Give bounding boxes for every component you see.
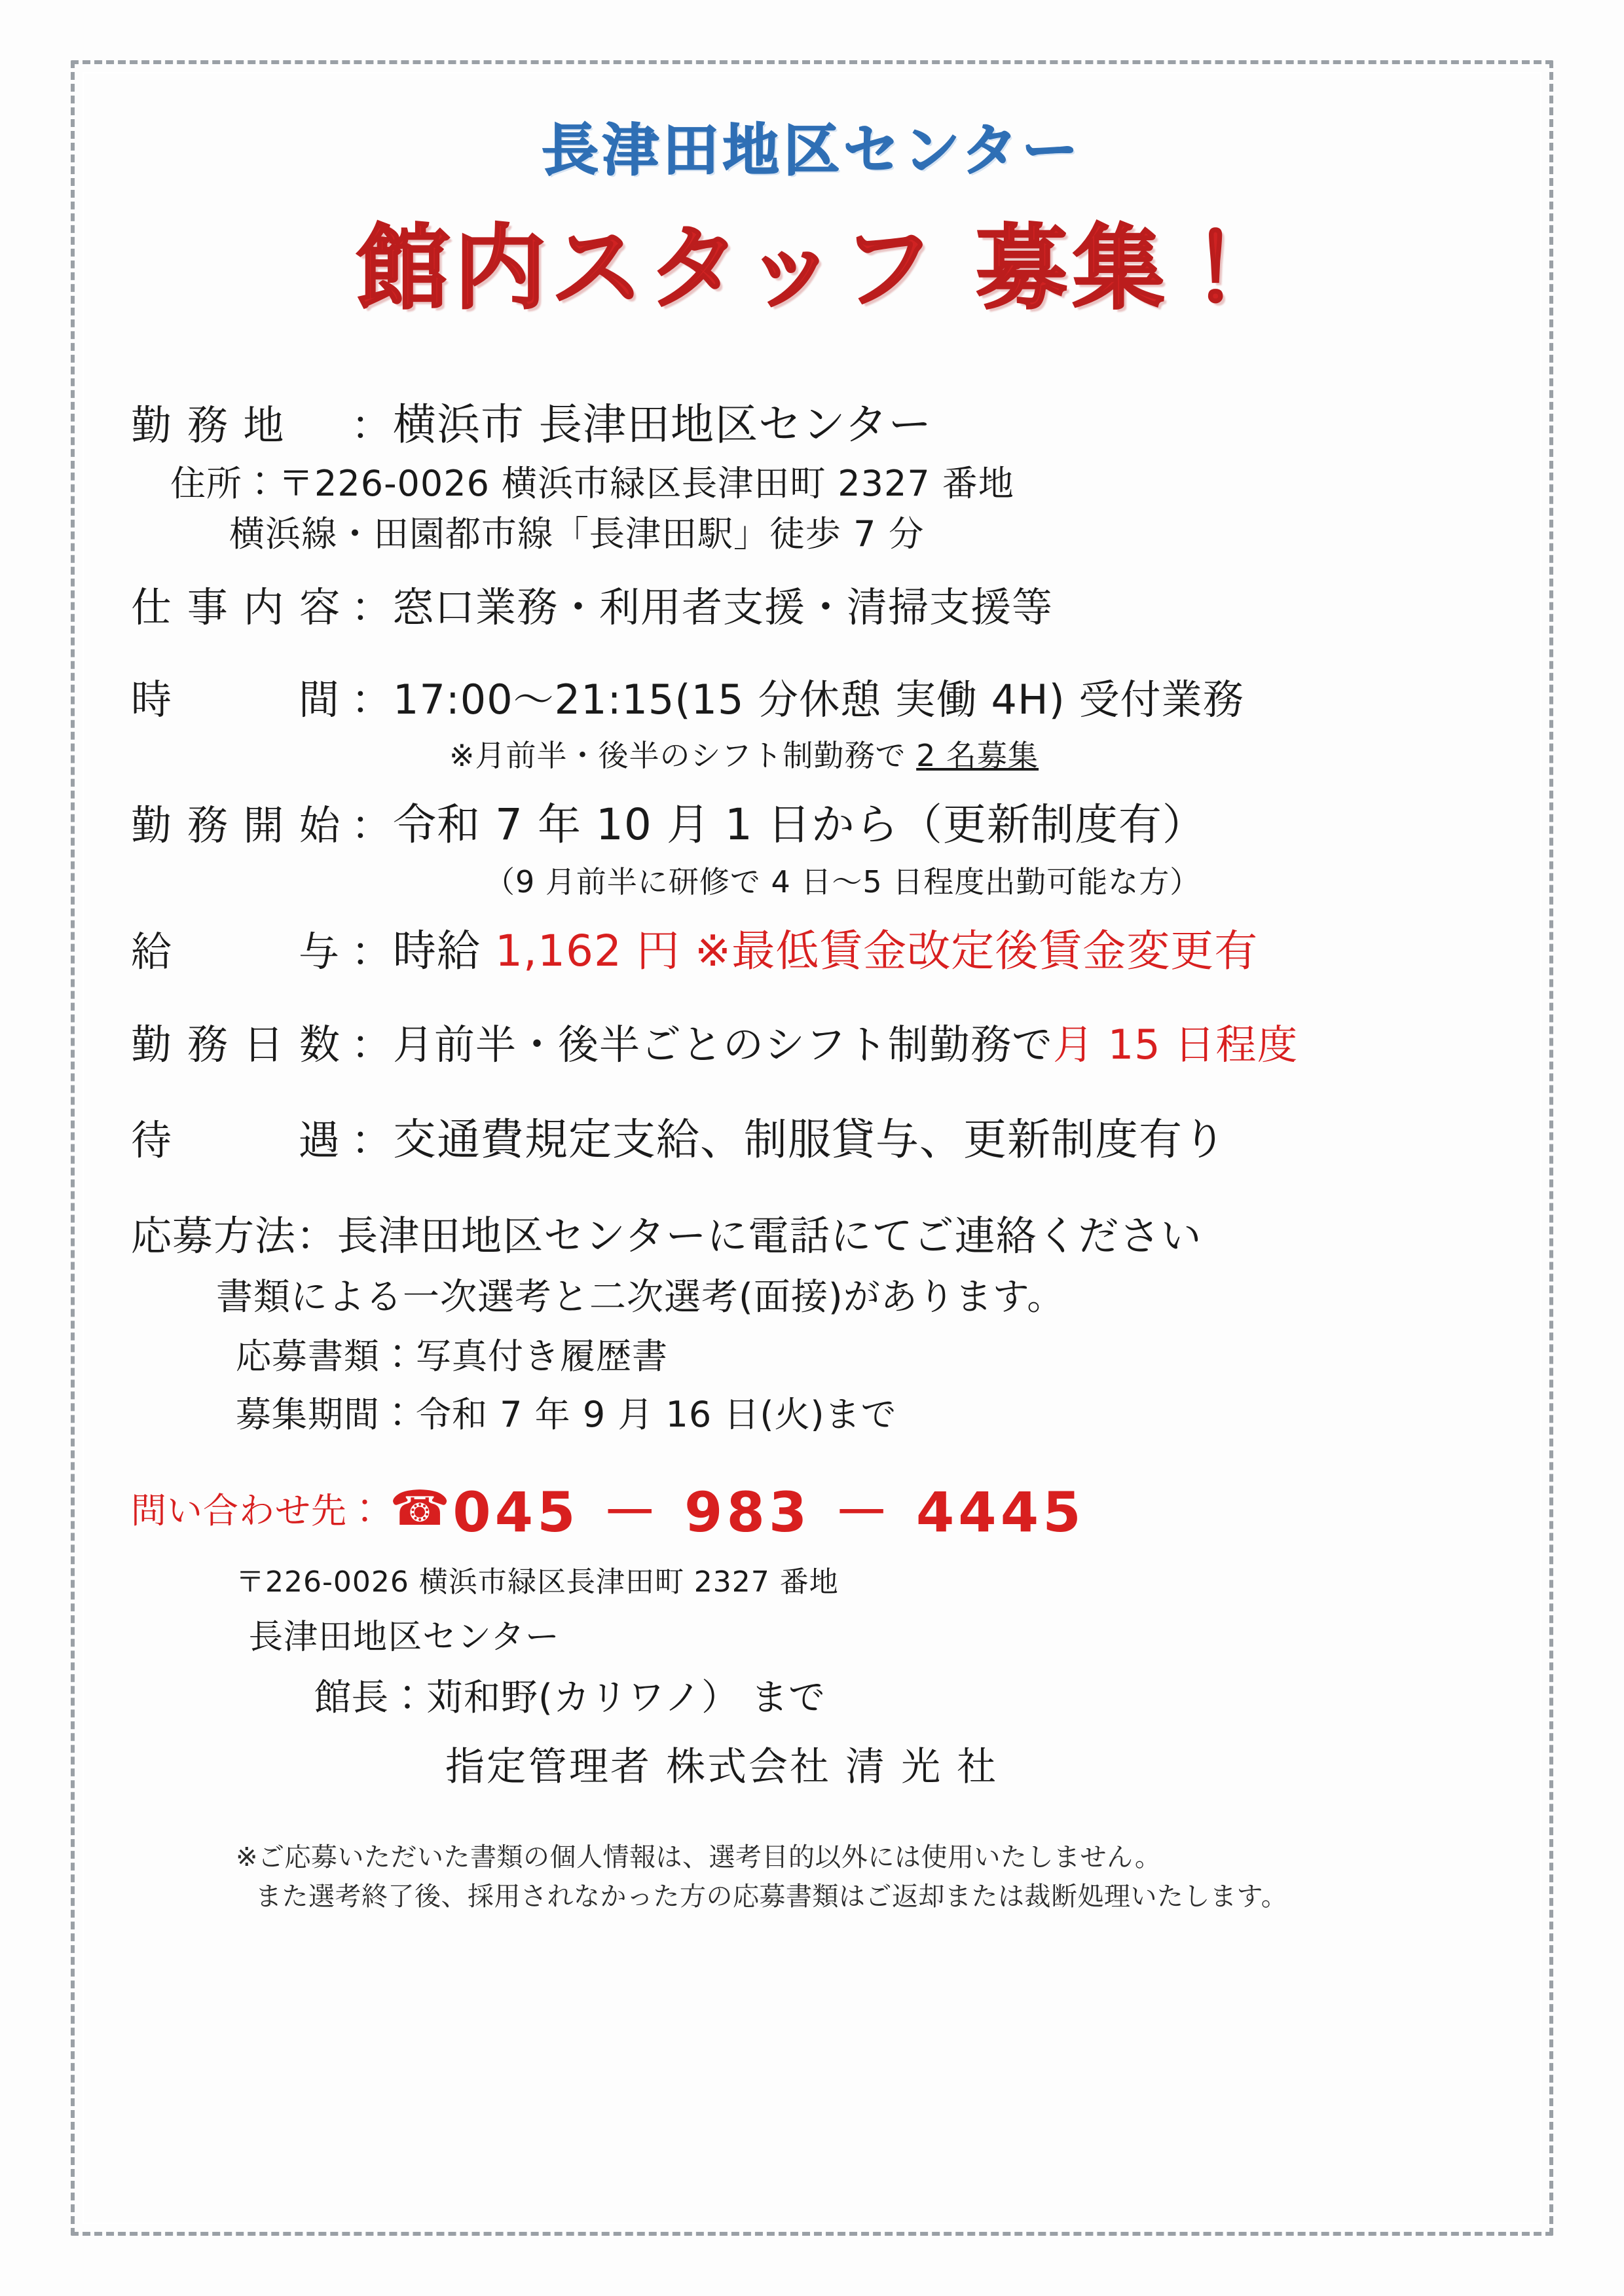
privacy-note-line2: また選考終了後、採用されなかった方の応募書類はご返却または裁断処理いたします。: [255, 1882, 1288, 1912]
detail-row-time: [131, 667, 1519, 725]
detail-value-days: 月前半・後半ごとのシフト制勤務で月 15 日程度: [393, 1021, 1299, 1068]
contact-phone-number[interactable]: 045 － 983 － 4445: [452, 1480, 1085, 1544]
detail-label-start: 勤 務 開 始 ：: [131, 801, 393, 849]
telephone-icon: ☎: [390, 1480, 451, 1537]
contact-chief: 館長：苅和野(カリワノ） まで: [314, 1677, 826, 1719]
apply-row: [131, 1203, 1519, 1262]
detail-value-workplace: 横浜市 長津田地区センター: [393, 399, 932, 450]
detail-label-workplace: 勤 務 地 ：: [131, 401, 393, 449]
time-note: ※月前半・後半のシフト制勤務で 2 名募集: [449, 738, 1039, 773]
workplace-access: 横浜線・田園都市線「長津田駅」徒歩 7 分: [229, 513, 925, 555]
apply-label: 応募方法: [131, 1212, 297, 1260]
days-highlight: 月 15 日程度: [1053, 1021, 1299, 1068]
detail-row-benefits: [131, 1104, 1519, 1167]
detail-row-salary: [131, 916, 1519, 978]
workplace-address: 住所：〒226-0026 横浜市緑区長津田町 2327 番地: [170, 463, 1014, 504]
poster-content: [105, 79, 1519, 2217]
detail-value-benefits: 交通費規定支給、制服貸与、更新制度有り: [393, 1114, 1227, 1165]
apply-colon: ：: [296, 1212, 338, 1260]
contact-label: 問い合わせ先：: [131, 1490, 383, 1531]
detail-value-job: 窓口業務・利用者支援・清掃支援等: [393, 583, 1054, 631]
contact-row: [105, 1468, 1519, 1548]
contact-company: 指定管理者 株式会社 清 光 社: [445, 1744, 999, 1790]
detail-label-days: 勤 務 日 数 ：: [131, 1021, 393, 1068]
apply-documents: 応募書類：写真付き履歴書: [236, 1336, 668, 1377]
privacy-note: [105, 1838, 1519, 1916]
detail-label-salary: 給 与 ：: [131, 928, 393, 975]
detail-row-workplace: [131, 390, 1519, 452]
contact-address: 〒226-0026 横浜市緑区長津田町 2327 番地: [236, 1565, 839, 1599]
detail-row-job: [131, 575, 1519, 633]
detail-value-time: 17:00〜21:15(15 分休憩 実働 4H) 受付業務: [393, 676, 1244, 723]
apply-block: [105, 1203, 1519, 1437]
apply-value: 長津田地区センターに電話にてご連絡ください: [337, 1212, 1202, 1260]
start-note: （9 月前半に研修で 4 日〜5 日程度出勤可能な方）: [485, 864, 1201, 900]
title-main: 館内スタッフ 募集！: [357, 215, 1267, 322]
detail-label-benefits: 待 遇 ：: [131, 1116, 393, 1164]
detail-value-start: 令和 7 年 10 月 1 日から（更新制度有）: [393, 799, 1206, 850]
detail-row-days: [131, 1012, 1519, 1070]
apply-line2: 書類による一次選考と二次選考(面接)があります。: [216, 1276, 1065, 1319]
contact-center-name: 長津田地区センター: [249, 1618, 560, 1657]
salary-amount: 1,162 円: [494, 926, 680, 976]
detail-label-time: 時 間 ：: [131, 676, 393, 723]
title-block: [105, 79, 1519, 327]
detail-row-start: [131, 790, 1519, 852]
salary-note: ※最低賃金改定後賃金変更有: [694, 926, 1259, 976]
apply-period: 募集期間：令和 7 年 9 月 16 日(火)まで: [236, 1394, 897, 1435]
privacy-note-line1: ※ご応募いただいた書類の個人情報は、選考目的以外には使用いたしません。: [236, 1842, 1162, 1872]
detail-value-salary: 時給 1,162 円 ※最低賃金改定後賃金変更有: [393, 926, 1259, 976]
details-block: [105, 390, 1519, 1167]
detail-label-job: 仕 事 内 容 ：: [131, 583, 393, 631]
title-subtitle: 長津田地区センター: [542, 118, 1082, 183]
